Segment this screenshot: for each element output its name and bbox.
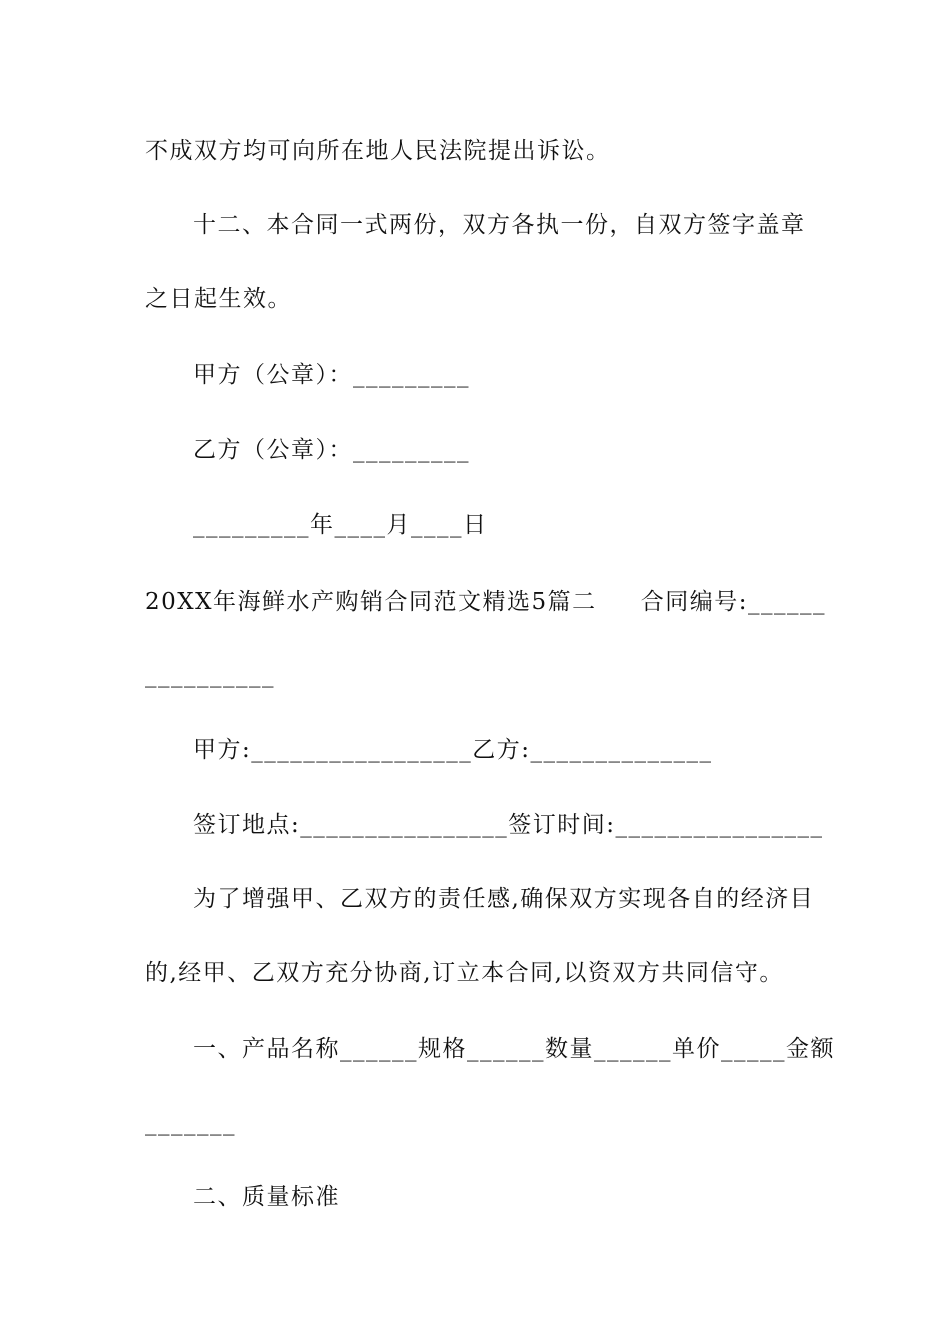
signing-place-time-line: 签订地点:________________签订时间:________________ [193, 812, 824, 838]
contract-number-continuation: __________ [145, 662, 275, 688]
party-b-seal-line: 乙方（公章）：_________ [193, 437, 470, 463]
contract-title-line: 20XX年海鲜水产购销合同范文精选5篇二 合同编号:______ [145, 589, 826, 615]
quality-standard-heading: 二、质量标准 [193, 1184, 340, 1210]
party-a-seal-line: 甲方（公章）：_________ [193, 362, 470, 388]
parties-line: 甲方:_________________乙方:______________ [193, 737, 713, 763]
preamble-line: 为了增强甲、乙双方的责任感,确保双方实现各自的经济目 [193, 886, 815, 912]
clause-twelve-line: 十二、本合同一式两份，双方各执一份，自双方签字盖章 [193, 212, 806, 238]
date-line: _________年____月____日 [193, 512, 488, 538]
preamble-line: 的,经甲、乙双方充分协商,订立本合同,以资双方共同信守。 [145, 960, 784, 986]
paragraph-line: 不成双方均可向所在地人民法院提出诉讼。 [145, 138, 611, 164]
paragraph-line: 之日起生效。 [145, 286, 292, 312]
product-clause-line: 一、产品名称______规格______数量______单价_____金额 [193, 1036, 835, 1062]
product-clause-continuation: _______ [145, 1110, 236, 1136]
